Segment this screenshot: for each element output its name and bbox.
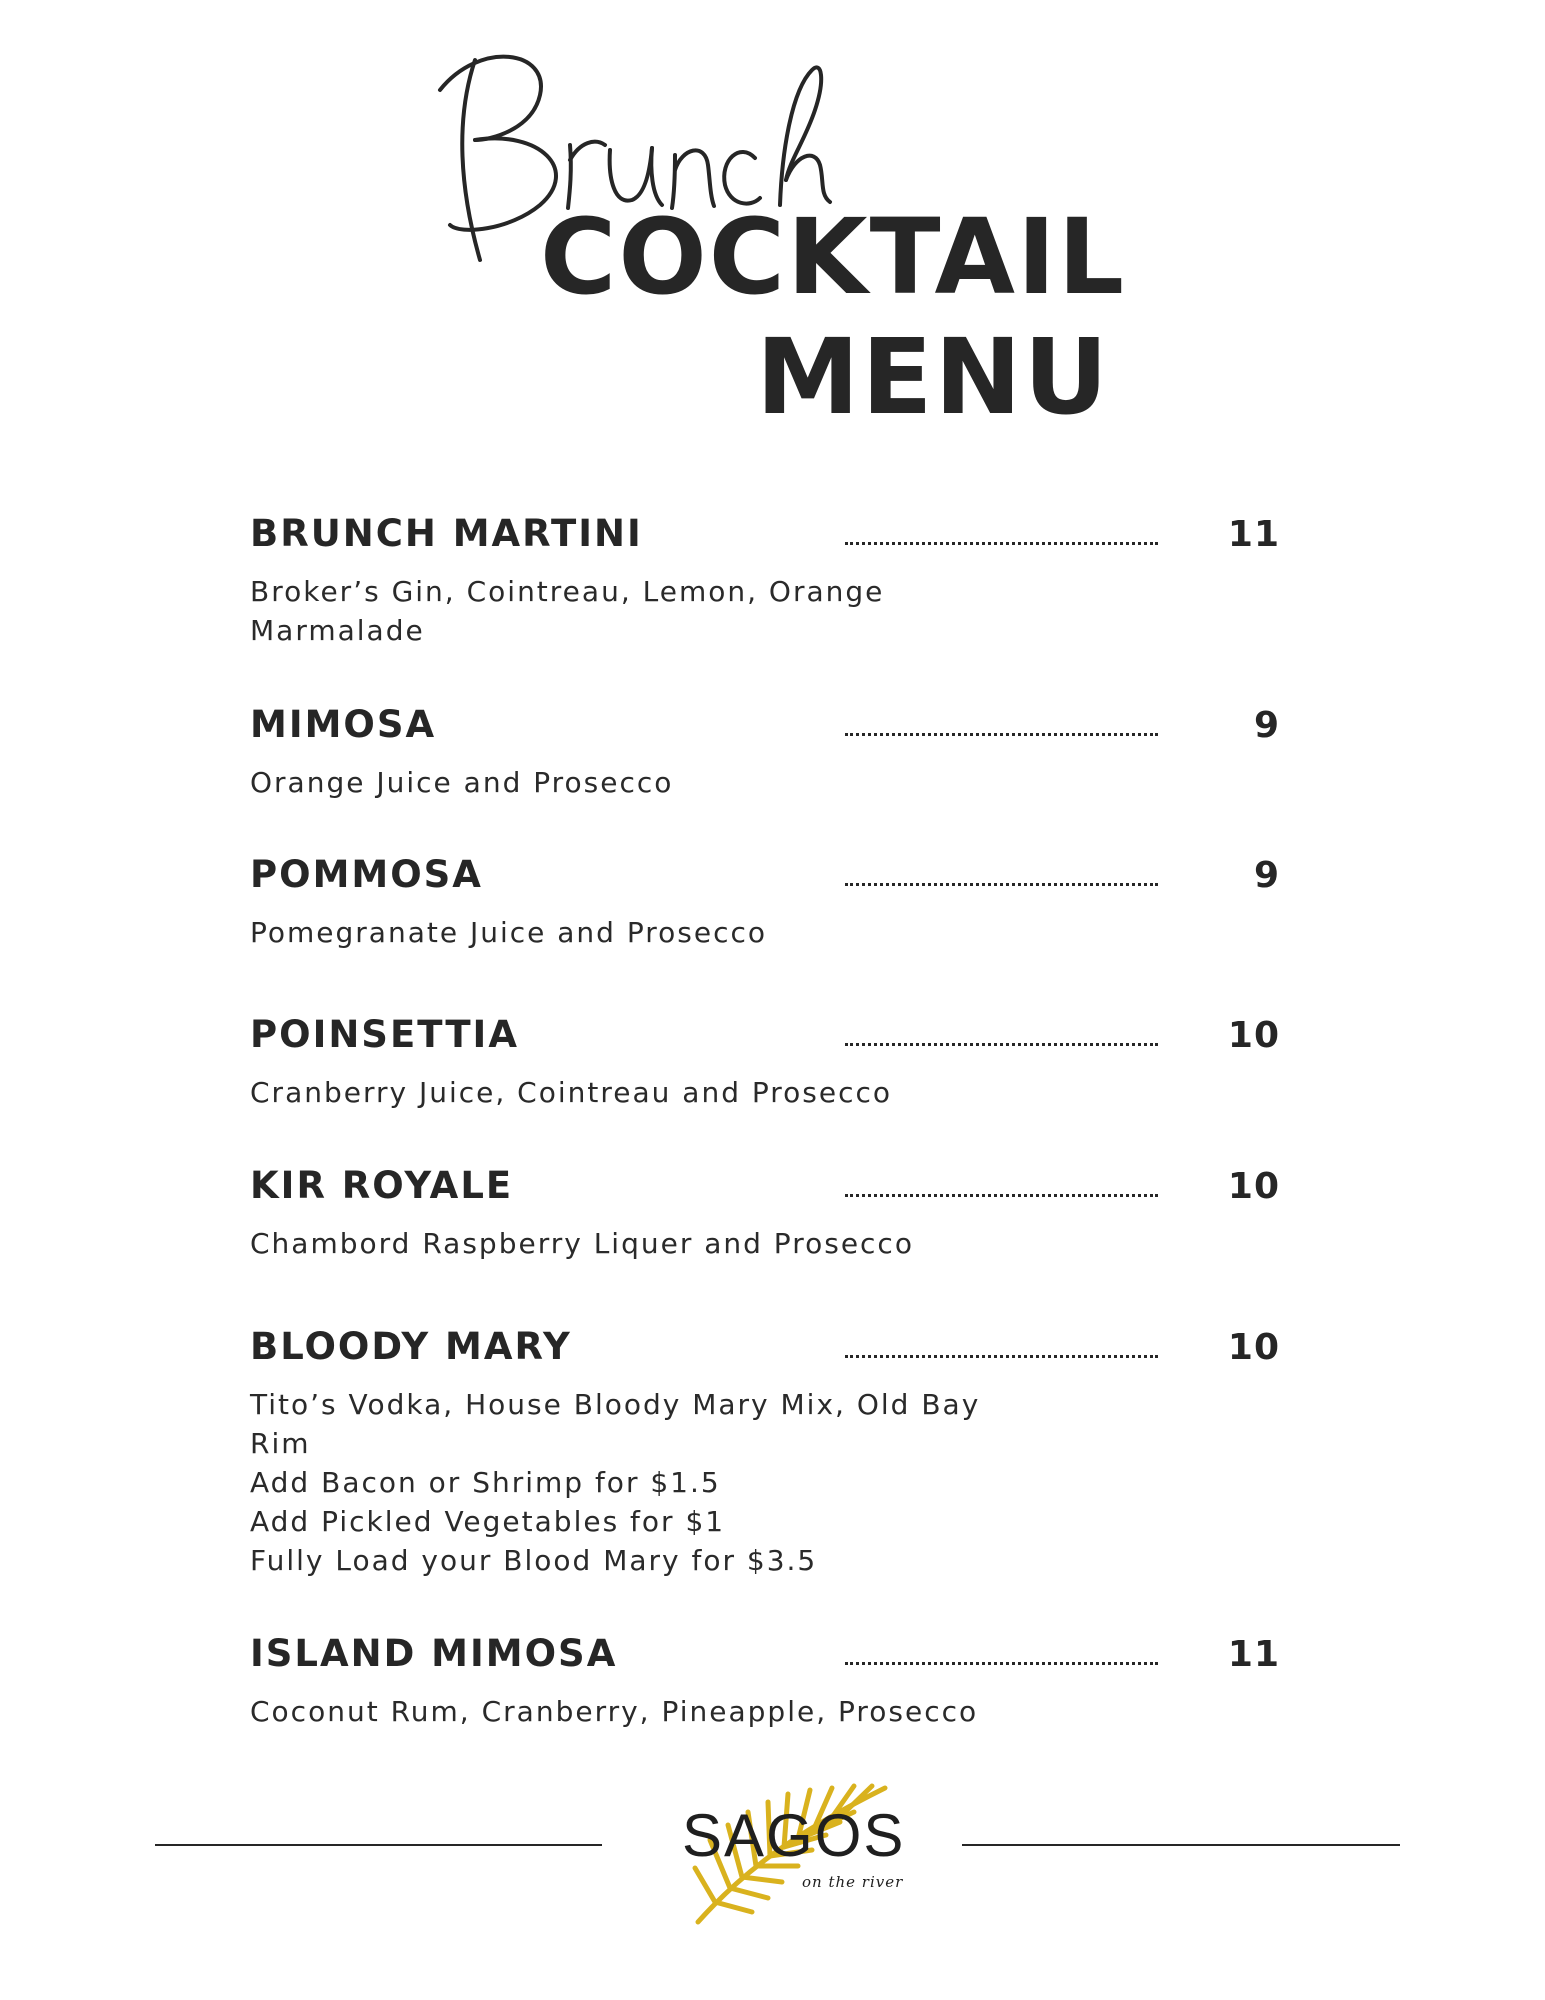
footer-divider-left	[155, 1844, 602, 1846]
sagos-logo	[670, 1780, 910, 1930]
dot-leader	[845, 1194, 1158, 1197]
dot-leader	[845, 1043, 1158, 1046]
item-name: POMMOSA	[250, 853, 483, 896]
dot-leader	[845, 883, 1158, 886]
item-price: 9	[1253, 705, 1280, 746]
logo-wordmark: SAGOS	[682, 1802, 906, 1869]
item-name: ISLAND MIMOSA	[250, 1632, 618, 1675]
item-price: 10	[1227, 1015, 1280, 1056]
item-description	[250, 913, 1030, 952]
dot-leader	[845, 733, 1158, 736]
dot-leader	[845, 1662, 1158, 1665]
item-name: BLOODY MARY	[250, 1325, 572, 1368]
item-name: POINSETTIA	[250, 1013, 519, 1056]
logo-tagline: on the river	[802, 1873, 904, 1891]
item-name: BRUNCH MARTINI	[250, 512, 643, 555]
item-price: 10	[1227, 1327, 1280, 1368]
item-price: 9	[1253, 855, 1280, 896]
item-description	[250, 1692, 1030, 1731]
description-line: Add Bacon or Shrimp for $1.5	[250, 1466, 721, 1499]
description-line: Marmalade	[250, 614, 425, 647]
item-name: KIR ROYALE	[250, 1164, 514, 1207]
footer-divider-right	[962, 1844, 1400, 1846]
item-price: 11	[1227, 1634, 1280, 1675]
description-line: Pomegranate Juice and Prosecco	[250, 916, 768, 949]
description-line: Add Pickled Vegetables for $1	[250, 1505, 726, 1538]
item-description	[250, 1385, 1030, 1580]
item-price: 10	[1227, 1166, 1280, 1207]
item-description	[250, 1073, 1030, 1112]
item-description	[250, 572, 1030, 650]
title-cocktail: COCKTAIL	[540, 196, 1126, 318]
description-line: Fully Load your Blood Mary for $3.5	[250, 1544, 818, 1577]
item-price: 11	[1227, 514, 1280, 555]
dot-leader	[845, 542, 1158, 545]
item-description	[250, 1224, 1030, 1263]
description-line: Rim	[250, 1427, 311, 1460]
description-line: Orange Juice and Prosecco	[250, 766, 674, 799]
description-line: Coconut Rum, Cranberry, Pineapple, Prosecco	[250, 1695, 979, 1728]
description-line: Cranberry Juice, Cointreau and Prosecco	[250, 1076, 893, 1109]
description-line: Broker’s Gin, Cointreau, Lemon, Orange	[250, 575, 885, 608]
description-line: Tito’s Vodka, House Bloody Mary Mix, Old Bay	[250, 1388, 981, 1421]
item-name: MIMOSA	[250, 703, 437, 746]
description-line: Chambord Raspberry Liquer and Prosecco	[250, 1227, 914, 1260]
dot-leader	[845, 1355, 1158, 1358]
item-description	[250, 763, 1030, 802]
title-menu: MENU	[756, 316, 1111, 438]
